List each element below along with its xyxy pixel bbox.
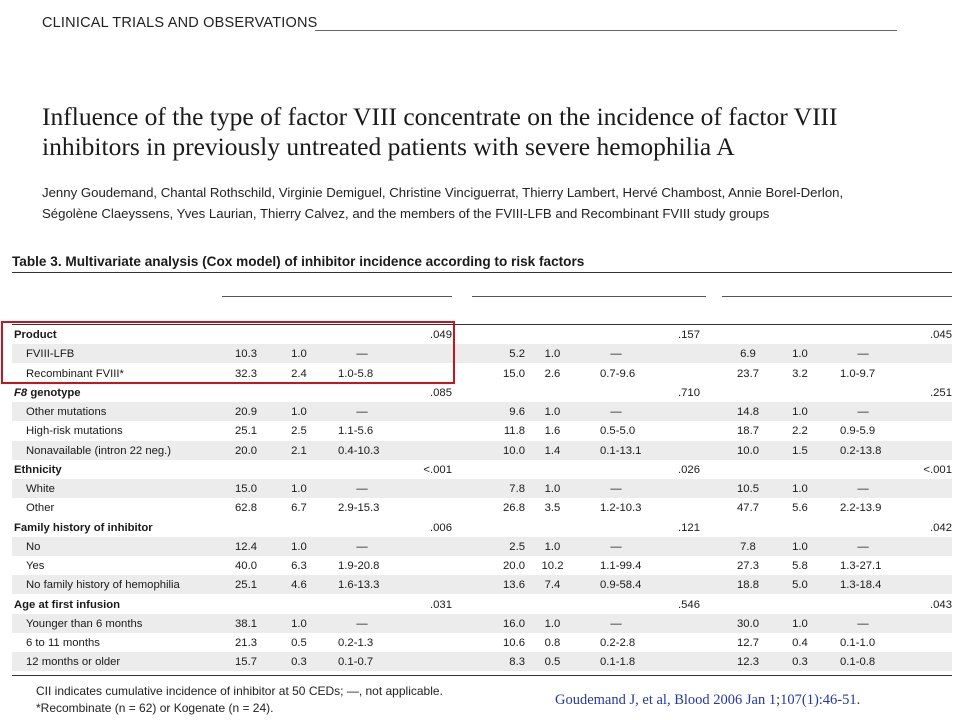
ci-value: 0.2-1.3: [338, 637, 374, 649]
p-value: .031: [430, 599, 452, 611]
p-value: .251: [930, 387, 952, 399]
ci-value: —: [356, 618, 368, 630]
rra-value: 1.0: [544, 348, 561, 360]
p-value: .043: [930, 599, 952, 611]
cii-value: 8.3: [509, 656, 525, 668]
ci-value: 1.9-20.8: [338, 560, 380, 572]
rra-value: 1.0: [544, 618, 561, 630]
group-underline-1: [222, 296, 452, 297]
section-label: Ethnicity: [14, 464, 62, 476]
rra-value: 5.6: [792, 502, 808, 514]
ci-value: —: [356, 348, 368, 360]
row-label: 12 months or older: [26, 656, 121, 668]
p-value: .546: [678, 599, 700, 611]
cii-value: 18.8: [737, 579, 759, 591]
cii-value: 40.0: [235, 560, 257, 572]
table-title: Table 3. Multivariate analysis (Cox model) of inhibitor incidence according to risk factors: [12, 254, 585, 269]
cii-value: 47.7: [737, 502, 759, 514]
rra-value: 2.4: [291, 368, 307, 380]
p-value: .006: [430, 522, 452, 534]
rra-value: 0.5: [291, 637, 307, 649]
row-label: Yes: [26, 560, 45, 572]
rra-value: 2.5: [291, 425, 307, 437]
ci-value: 0.1-0.8: [840, 656, 876, 668]
cii-value: 10.6: [503, 637, 525, 649]
rra-value: 1.0: [291, 406, 307, 418]
row-label: White: [26, 483, 55, 495]
cii-value: 38.1: [235, 618, 257, 630]
rra-value: 6.3: [291, 560, 307, 572]
ci-value: —: [857, 406, 869, 418]
rra-value: 3.2: [792, 368, 808, 380]
cii-value: 15.0: [503, 368, 525, 380]
ci-value: 0.1-1.0: [840, 637, 876, 649]
cii-value: 25.1: [235, 579, 257, 591]
cii-value: 23.7: [737, 368, 759, 380]
cii-value: 16.0: [503, 618, 525, 630]
rra-value: 0.3: [291, 656, 307, 668]
p-value: .710: [678, 387, 700, 399]
cii-value: 10.3: [235, 348, 257, 360]
rra-value: 1.0: [792, 541, 808, 553]
rra-value: 1.0: [291, 618, 307, 630]
ci-value: 1.3-27.1: [840, 560, 882, 572]
cii-value: 27.3: [737, 560, 759, 572]
ci-value: 1.6-13.3: [338, 579, 380, 591]
ci-value: 0.9-58.4: [600, 579, 642, 591]
rra-value: 0.3: [792, 656, 808, 668]
ci-value: 0.2-2.8: [600, 637, 636, 649]
section-label: [14, 386, 214, 400]
row-label: FVIII-LFB: [26, 348, 75, 360]
ci-value: 0.1-0.7: [338, 656, 374, 668]
section-label: Family history of inhibitor: [14, 522, 153, 534]
row-label: No family history of hemophilia: [26, 579, 180, 591]
section-label: Age at first infusion: [14, 599, 121, 611]
rra-value: 1.4: [544, 445, 561, 457]
p-value: .121: [678, 522, 700, 534]
cii-value: 5.2: [509, 348, 525, 360]
cii-value: 32.3: [235, 368, 257, 380]
ci-value: 1.1-5.6: [338, 425, 374, 437]
cii-value: 25.1: [235, 425, 257, 437]
cii-value: 30.0: [737, 618, 759, 630]
cii-value: 7.8: [509, 483, 525, 495]
row-label: Other: [26, 502, 55, 514]
rra-value: 1.0: [544, 541, 561, 553]
header-rule: [315, 30, 897, 31]
row-label: Recombinant FVIII*: [26, 368, 124, 380]
cii-value: 15.0: [235, 483, 257, 495]
citation-text: Goudemand J, et al, Blood 2006 Jan 1;107(1):46-51.: [555, 692, 861, 708]
ci-value: 2.2-13.9: [840, 502, 882, 514]
cii-value: 12.4: [235, 541, 257, 553]
cii-value: 18.7: [737, 425, 759, 437]
ci-value: —: [857, 348, 869, 360]
rra-value: 1.0: [792, 483, 808, 495]
cii-value: 21.3: [235, 637, 257, 649]
ci-value: —: [857, 618, 869, 630]
ci-value: 0.2-13.8: [840, 445, 882, 457]
row-label: Other mutations: [26, 406, 107, 418]
title-line-1: Influence of the type of factor VIII concentrate on the incidence of factor VIII: [42, 102, 838, 131]
ci-value: —: [610, 483, 622, 495]
rra-value: 0.4: [792, 637, 808, 649]
cii-value: 20.0: [503, 560, 525, 572]
row-label: 6 to 11 months: [26, 637, 100, 649]
p-value: <.001: [923, 464, 952, 476]
cii-value: 10.5: [737, 483, 759, 495]
cii-value: 15.7: [235, 656, 257, 668]
ci-value: 1.1-99.4: [600, 560, 642, 572]
row-label: Nonavailable (intron 22 neg.): [26, 445, 172, 457]
ci-value: 0.4-10.3: [338, 445, 380, 457]
ci-value: 0.7-9.6: [600, 368, 636, 380]
p-value: <.001: [423, 464, 452, 476]
journal-section-header: CLINICAL TRIALS AND OBSERVATIONS: [42, 15, 318, 31]
ci-value: —: [610, 348, 622, 360]
p-value: .085: [430, 387, 452, 399]
rra-value: 6.7: [291, 502, 307, 514]
rra-value: 10.2: [541, 560, 564, 572]
ci-value: 1.0-5.8: [338, 368, 374, 380]
cii-value: 20.9: [235, 406, 257, 418]
table-bottom-rule: [12, 675, 952, 676]
row-label: Younger than 6 months: [26, 618, 143, 630]
footnote-abbreviations: CII indicates cumulative incidence of inhibitor at 50 CEDs; —, not applicable.: [36, 684, 443, 698]
ci-value: —: [857, 541, 869, 553]
rra-value: 1.0: [792, 618, 808, 630]
authors-line-2: Ségolène Claeyssens, Yves Laurian, Thierry Calvez, and the members of the FVIII-LFB and Recombinant FVIII study groups: [42, 206, 770, 221]
ci-value: —: [356, 483, 368, 495]
rra-value: 1.0: [544, 483, 561, 495]
ci-value: 0.9-5.9: [840, 425, 876, 437]
cii-value: 11.8: [503, 425, 525, 437]
cii-value: 13.6: [503, 579, 525, 591]
ci-value: —: [356, 541, 368, 553]
ci-value: —: [610, 541, 622, 553]
rra-value: 1.0: [792, 348, 808, 360]
cii-value: 2.5: [509, 541, 525, 553]
cii-value: 62.8: [235, 502, 257, 514]
cii-value: 20.0: [235, 445, 257, 457]
cii-value: 12.3: [737, 656, 759, 668]
cii-value: 14.8: [737, 406, 759, 418]
table-top-rule: [12, 272, 952, 273]
cii-value: 9.6: [509, 406, 525, 418]
rra-value: 0.5: [544, 656, 561, 668]
section-label-rest: genotype: [27, 387, 81, 399]
rra-value: 1.6: [544, 425, 561, 437]
p-value: .042: [930, 522, 952, 534]
cii-value: 26.8: [503, 502, 525, 514]
rra-value: 2.2: [792, 425, 808, 437]
p-value: .045: [930, 329, 952, 341]
p-value: .157: [678, 329, 700, 341]
group-underline-3: [722, 296, 952, 297]
section-label: Product: [14, 329, 57, 341]
rra-value: 1.0: [792, 406, 808, 418]
authors-line-1: Jenny Goudemand, Chantal Rothschild, Virginie Demiguel, Christine Vinciguerrat, Thierry Lambert, Hervé Chambost, Annie Borel-Derlon,: [42, 185, 844, 200]
section-label-italic: F8: [14, 387, 28, 399]
rra-value: 4.6: [291, 579, 307, 591]
p-value: .049: [430, 329, 452, 341]
rra-value: 1.5: [792, 445, 808, 457]
product-highlight-box: [1, 321, 455, 384]
ci-value: —: [356, 406, 368, 418]
ci-value: 1.0-9.7: [840, 368, 876, 380]
article-title: [42, 102, 902, 162]
footnote-recombinant: *Recombinate (n = 62) or Kogenate (n = 24).: [36, 701, 274, 715]
cii-value: 7.8: [740, 541, 756, 553]
ci-value: 0.5-5.0: [600, 425, 636, 437]
row-label: No: [26, 541, 41, 553]
ci-value: —: [610, 406, 622, 418]
cii-value: 10.0: [503, 445, 525, 457]
rra-value: 1.0: [291, 348, 307, 360]
rra-value: 2.6: [544, 368, 561, 380]
ci-value: 2.9-15.3: [338, 502, 380, 514]
rra-value: 3.5: [544, 502, 561, 514]
ci-value: —: [610, 618, 622, 630]
rra-value: 5.8: [792, 560, 808, 572]
ci-value: 0.1-1.8: [600, 656, 636, 668]
rra-value: 7.4: [544, 579, 561, 591]
ci-value: 0.1-13.1: [600, 445, 642, 457]
row-label: High-risk mutations: [26, 425, 123, 437]
ci-value: 1.3-18.4: [840, 579, 882, 591]
group-underline-2: [472, 296, 706, 297]
author-list: [42, 182, 942, 224]
title-line-2: inhibitors in previously untreated patients with severe hemophilia A: [42, 132, 735, 161]
rra-value: 0.8: [544, 637, 561, 649]
ci-value: 1.2-10.3: [600, 502, 642, 514]
rra-value: 1.0: [544, 406, 561, 418]
rra-value: 1.0: [291, 483, 307, 495]
cii-value: 10.0: [737, 445, 759, 457]
cii-value: 6.9: [740, 348, 756, 360]
ci-value: —: [857, 483, 869, 495]
rra-value: 1.0: [291, 541, 307, 553]
p-value: .026: [678, 464, 700, 476]
rra-value: 2.1: [291, 445, 307, 457]
rra-value: 5.0: [792, 579, 808, 591]
cii-value: 12.7: [737, 637, 759, 649]
